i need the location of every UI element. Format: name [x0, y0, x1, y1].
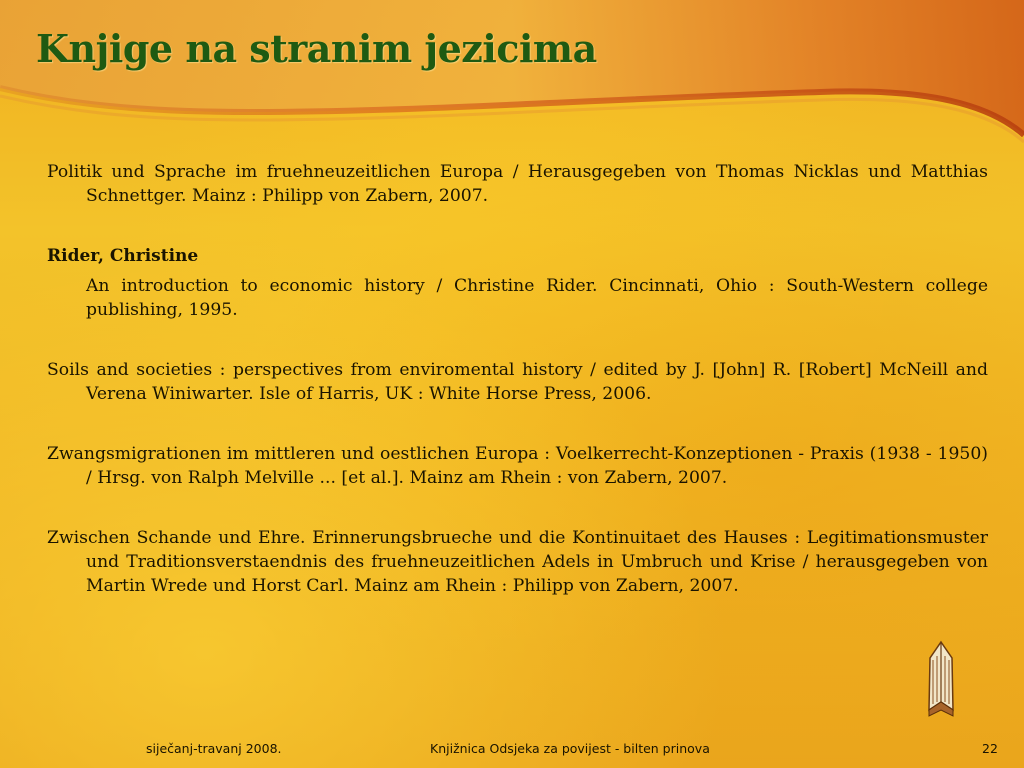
- bibliography-entry: Zwischen Schande und Ehre. Erinnerungsbrueche und die Kontinuitaet des Hauses : Legitimationsmuster und Traditionsverstaendnis des fruehneuzeitlichen Adels in Umbruch und Krise / herausgegeben von Martin Wrede und Horst Carl. Mainz am Rhein : Philipp von Zabern, 2007.: [47, 528, 988, 596]
- slide-title: Knjige na stranim jezicima: [36, 26, 597, 71]
- bibliography-entry: Zwangsmigrationen im mittleren und oestlichen Europa : Voelkerrecht-Konzeptionen - Praxis (1938 - 1950) / Hrsg. von Ralph Melville ... [et al.]. Mainz am Rhein : von Zabern, 2007.: [47, 444, 988, 488]
- footer-page-number: 22: [982, 741, 998, 756]
- footer-date: siječanj-travanj 2008.: [146, 741, 282, 756]
- book-icon[interactable]: [926, 640, 956, 718]
- slide-footer: [0, 739, 1024, 761]
- bibliography-list: [47, 160, 988, 634]
- entry-author: Rider, Christine: [47, 246, 199, 266]
- bibliography-entry: Politik und Sprache im fruehneuzeitlichen Europa / Herausgegeben von Thomas Nicklas und Matthias Schnettger. Mainz : Philipp von Zabern, 2007.: [47, 162, 988, 206]
- bibliography-entry: Soils and societies : perspectives from enviromental history / edited by J. [John] R. [Robert] McNeill and Verena Winiwarter. Isle of Harris, UK : White Horse Press, 2006.: [47, 360, 988, 404]
- bibliography-entry: An introduction to economic history / Christine Rider. Cincinnati, Ohio : South-Western college publishing, 1995.: [86, 276, 988, 320]
- footer-library-name: Knjižnica Odsjeka za povijest - bilten prinova: [430, 741, 710, 756]
- top-decorative-band: [0, 0, 1024, 150]
